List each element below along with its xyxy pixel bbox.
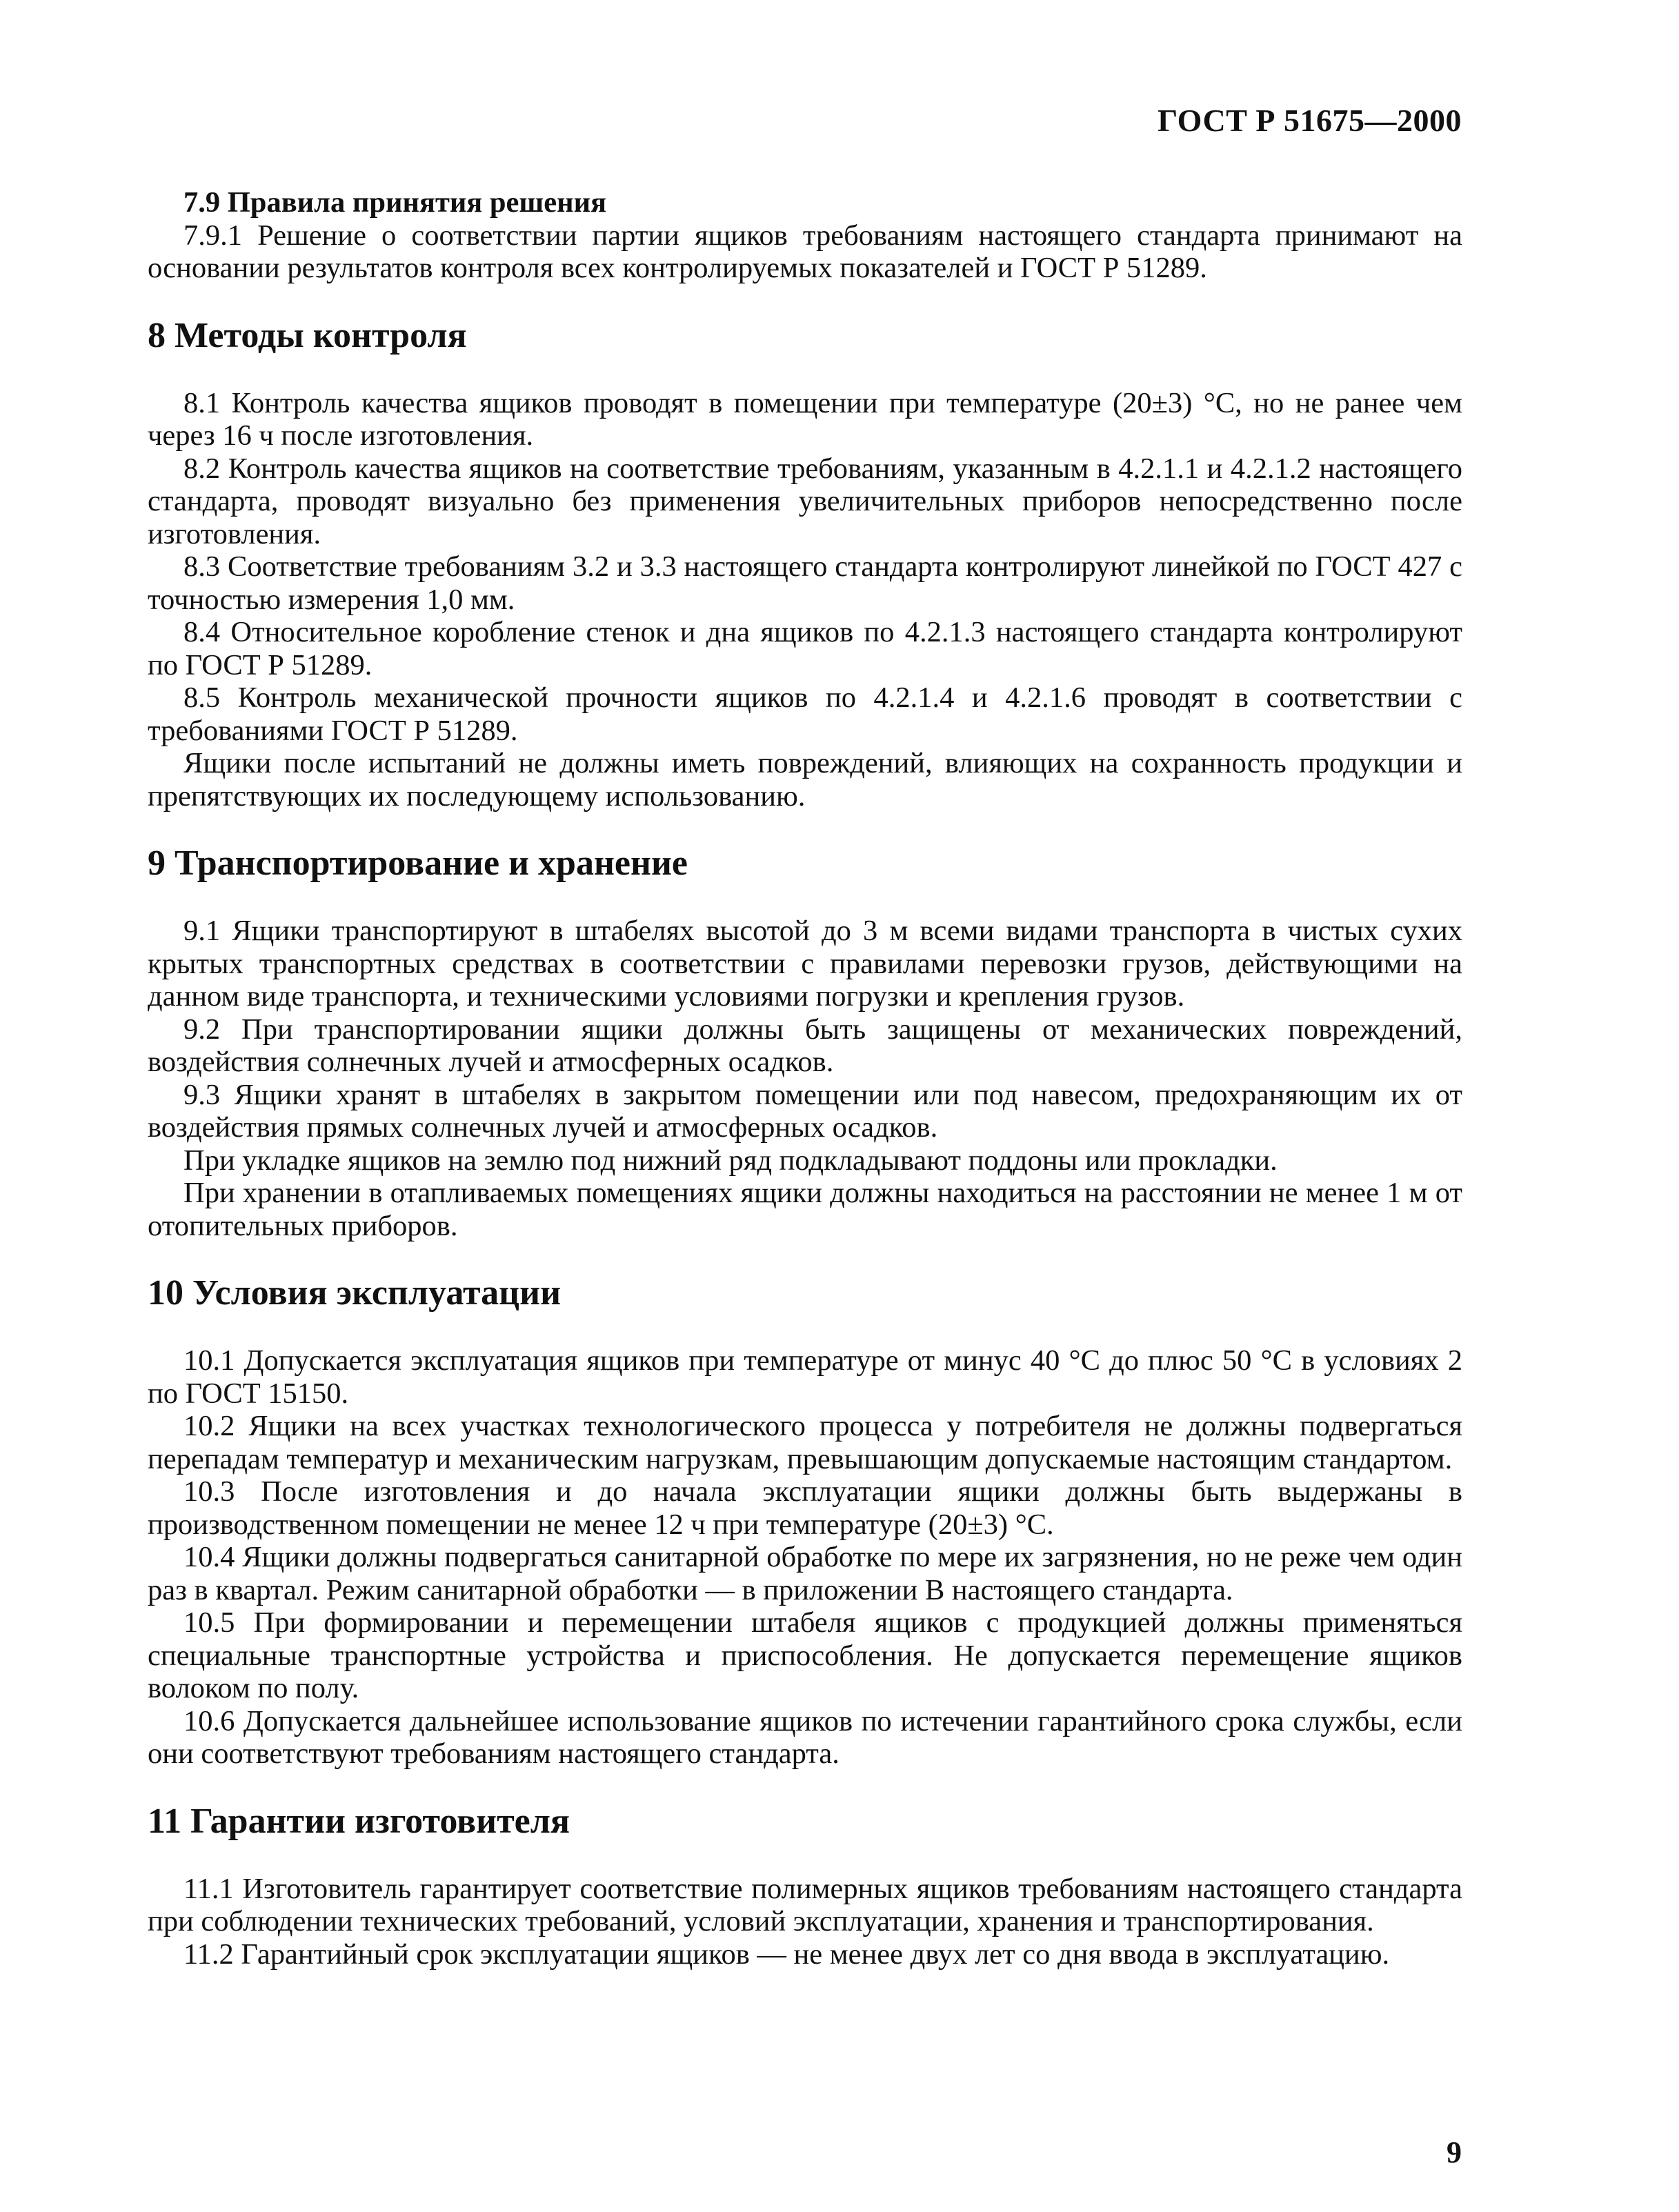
paragraph-7-9-1: 7.9.1 Решение о соответствии партии ящиков требованиям настоящего стандарта принимают на основании результатов контроля всех контролируемых показателей и ГОСТ Р 51289. (148, 219, 1462, 284)
section-title-8: 8 Методы контроля (148, 315, 467, 355)
paragraph-10-6: 10.6 Допускается дальнейшее использование ящиков по истечении гарантийного срока службы, если они соответствуют требованиям настоящего стандарта. (148, 1704, 1462, 1770)
paragraph-8-6: Ящики после испытаний не должны иметь повреждений, влияющих на сохранность продукции и препятствующих их последующему использованию. (148, 747, 1462, 813)
paragraph-9-5: При хранении в отапливаемых помещениях ящики должны находиться на расстоянии не менее 1 м от отопительных приборов. (148, 1177, 1462, 1242)
section-title-10: 10 Условия эксплуатации (148, 1273, 562, 1313)
paragraph-8-3: 8.3 Соответствие требованиям 3.2 и 3.3 настоящего стандарта контролируют линейкой по ГОСТ 427 с точностью измерения 1,0 мм. (148, 550, 1462, 616)
paragraph-8-2: 8.2 Контроль качества ящиков на соответствие требованиям, указанным в 4.2.1.1 и 4.2.1.2 настоящего стандарта, проводят визуально без применения увеличительных приборов непосредственно после изготовления. (148, 452, 1462, 550)
subsection-title-7-9: 7.9 Правила принятия решения (183, 186, 607, 219)
paragraph-9-1: 9.1 Ящики транспортируют в штабелях высотой до 3 м всеми видами транспорта в чистых сухих крытых транспортных средствах в соответствии с правилами перевозки грузов, действующими на данном виде транспорта, и техническими условиями погрузки и крепления грузов. (148, 915, 1462, 1013)
paragraph-11-1: 11.1 Изготовитель гарантирует соответствие полимерных ящиков требованиям настоящего стандарта при соблюдении технических требований, условий эксплуатации, хранения и транспортирования. (148, 1872, 1462, 1937)
standard-code: ГОСТ Р 51675—2000 (1158, 103, 1462, 138)
paragraph-9-4: При укладке ящиков на землю под нижний ряд подкладывают поддоны или прокладки. (183, 1144, 1278, 1177)
paragraph-9-3: 9.3 Ящики хранят в штабелях в закрытом помещении или под навесом, предохраняющим их от воздействия прямых солнечных лучей и атмосферных осадков. (148, 1078, 1462, 1144)
paragraph-8-4: 8.4 Относительное коробление стенок и дна ящиков по 4.2.1.3 настоящего стандарта контролируют по ГОСТ Р 51289. (148, 616, 1462, 681)
paragraph-8-1: 8.1 Контроль качества ящиков проводят в помещении при температуре (20±3) °С, но не ранее чем через 16 ч после изготовления. (148, 386, 1462, 452)
paragraph-10-1: 10.1 Допускается эксплуатация ящиков при температуре от минус 40 °С до плюс 50 °С в условиях 2 по ГОСТ 15150. (148, 1344, 1462, 1410)
paragraph-8-5: 8.5 Контроль механической прочности ящиков по 4.2.1.4 и 4.2.1.6 проводят в соответствии с требованиями ГОСТ Р 51289. (148, 681, 1462, 747)
section-title-11: 11 Гарантии изготовителя (148, 1801, 570, 1841)
paragraph-10-4: 10.4 Ящики должны подвергаться санитарной обработке по мере их загрязнения, но не реже чем один раз в квартал. Режим санитарной обработки — в приложении В настоящего стандарта. (148, 1541, 1462, 1606)
paragraph-9-2: 9.2 При транспортировании ящики должны быть защищены от механических повреждений, воздействия солнечных лучей и атмосферных осадков. (148, 1013, 1462, 1078)
paragraph-10-3: 10.3 После изготовления и до начала эксплуатации ящики должны быть выдержаны в производственном помещении не менее 12 ч при температуре (20±3) °С. (148, 1475, 1462, 1541)
section-title-9: 9 Транспортирование и хранение (148, 844, 688, 883)
document-body (148, 186, 1462, 1971)
paragraph-11-2: 11.2 Гарантийный срок эксплуатации ящиков — не менее двух лет со дня ввода в эксплуатацию. (183, 1937, 1390, 1971)
paragraph-10-2: 10.2 Ящики на всех участках технологического процесса у потребителя не должны подвергаться перепадам температур и механическим нагрузкам, превышающим допускаемые настоящим стандартом. (148, 1410, 1462, 1475)
paragraph-10-5: 10.5 При формировании и перемещении штабеля ящиков с продукцией должны применяться специальные транспортные устройства и приспособления. Не допускается перемещение ящиков волоком по полу. (148, 1606, 1462, 1704)
page-number: 9 (1447, 2135, 1462, 2169)
